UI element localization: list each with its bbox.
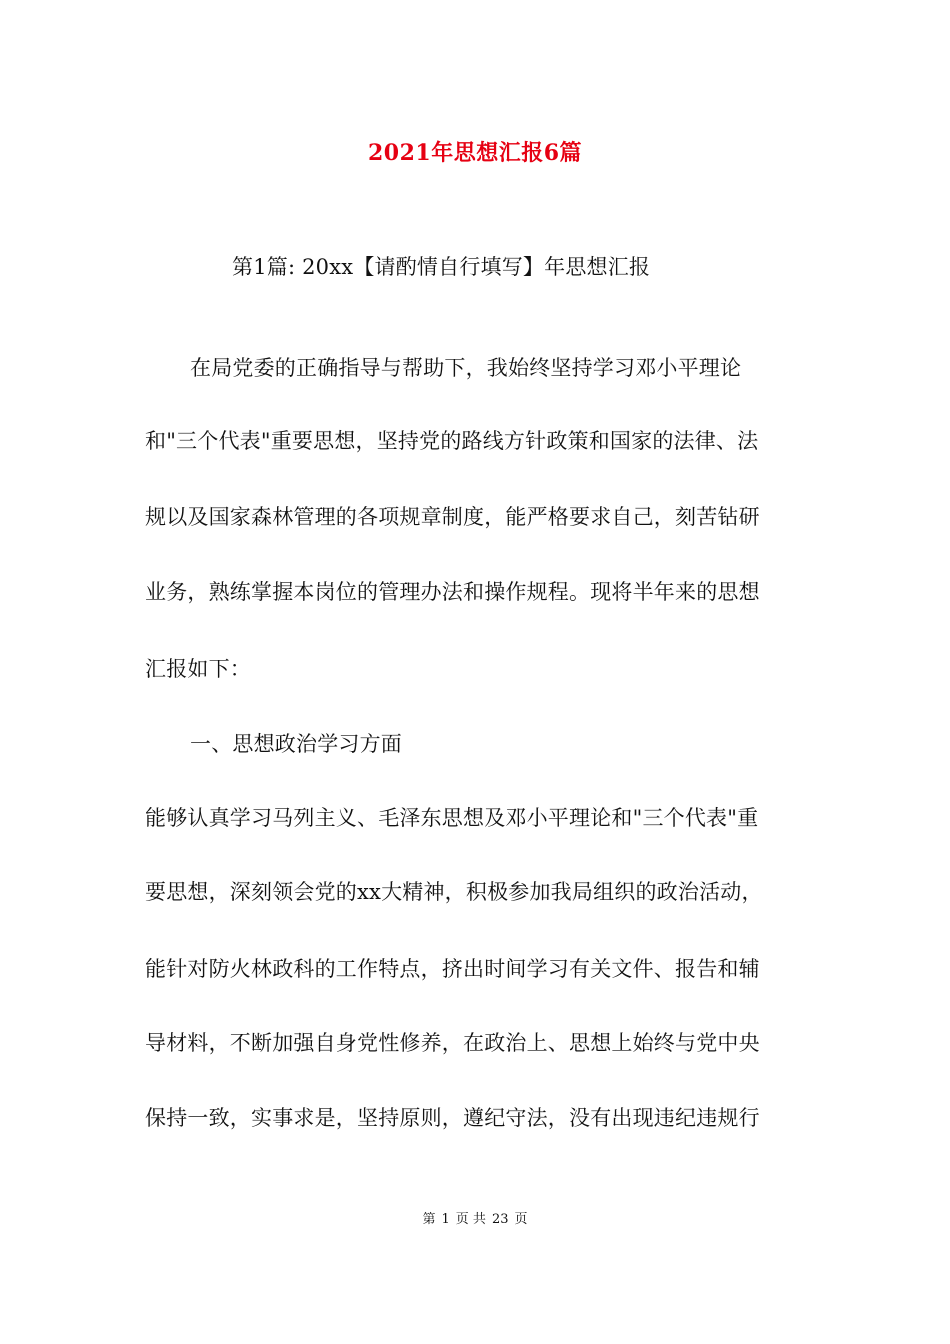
- body-line: 规以及国家森林管理的各项规章制度，能严格要求自己，刻苦钻研: [145, 505, 760, 529]
- body-line: 汇报如下：: [145, 657, 251, 681]
- body-line: 导材料，不断加强自身党性修养，在政治上、思想上始终与党中央: [145, 1031, 760, 1055]
- subsection-heading: 一、思想政治学习方面: [190, 732, 402, 756]
- page-label-suffix: 页: [514, 1212, 528, 1227]
- body-line: 能够认真学习马列主义、毛泽东思想及邓小平理论和"三个代表"重: [145, 806, 759, 830]
- body-line: 能针对防火林政科的工作特点，挤出时间学习有关文件、报告和辅: [145, 957, 760, 981]
- page-label-mid: 页 共: [455, 1212, 486, 1227]
- page-total: 23: [491, 1212, 509, 1227]
- page-current: 1: [441, 1212, 450, 1227]
- body-line: 业务，熟练掌握本岗位的管理办法和操作规程。现将半年来的思想: [145, 580, 760, 604]
- body-line: 要思想，深刻领会党的xx大精神，积极参加我局组织的政治活动，: [145, 880, 763, 904]
- section-heading: 第1篇: 20xx【请酌情自行填写】年思想汇报: [232, 255, 651, 279]
- page-label-prefix: 第: [422, 1212, 436, 1227]
- page-footer: [0, 1208, 950, 1227]
- body-line: 和"三个代表"重要思想，坚持党的路线方针政策和国家的法律、法: [145, 429, 759, 453]
- body-line: 在局党委的正确指导与帮助下，我始终坚持学习邓小平理论: [190, 356, 742, 380]
- document-title: 2021年思想汇报6篇: [367, 140, 583, 166]
- body-line: 保持一致，实事求是，坚持原则，遵纪守法，没有出现违纪违规行: [145, 1106, 760, 1130]
